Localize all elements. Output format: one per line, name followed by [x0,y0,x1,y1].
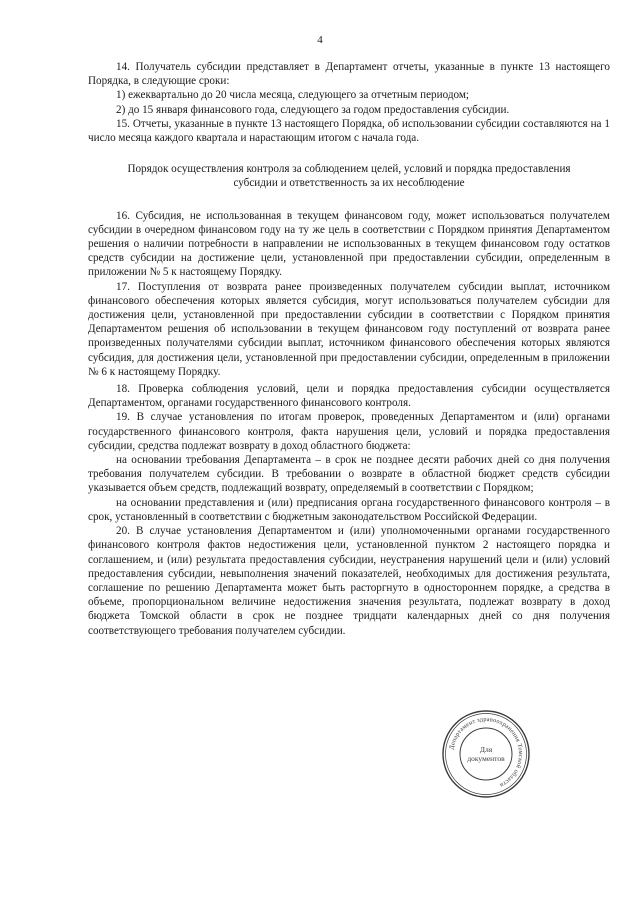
list-item-2: 2) до 15 января финансового года, следующего за годом предоставления субсидии. [116,103,510,116]
paragraph-20: 20. В случае установления Департаментом и (или) уполномоченными органами государственного финансового контроля фактов недостижения цели, установленной пунктом 2 настоящего порядка и соглашением, и (или) результата предоставления субсидии, неустранения нарушений цели и (или) условий предоставления субсидии, невыполнения значений показателей, необходимых для достижения результата, соглашение по решению Департамента может быть расторгнуто в одностороннем порядке, а средства в объеме, пропорциональном величине недостижения значения результата, подлежат возврату в доход бюджета Томской области в срок не позднее тридцати календарных дней со дня получения соответствующего требования получателем субсидии. [88,525,610,637]
paragraph-16: 16. Субсидия, не использованная в текущем финансовом году, может использоваться получателем субсидии в очередном финансовом году на ту же цель в соответствии с Порядком принятия Департаментом решения о наличии потребности в направлении не использованных в текущем финансовом году остатков средств субсидии на достижение цели, установленной при предоставлении субсидии, определенным в приложении № 5 к настоящему Порядку. [88,209,610,279]
page-number: 4 [317,34,323,46]
paragraph-15: 15. Отчеты, указанные в пункте 13 настоящего Порядка, об использовании субсидии составляются на 1 число месяца каждого квартала и нарастающим итогом с начала года. [88,117,610,145]
list-item-1: 1) ежеквартально до 20 числа месяца, следующего за отчетным периодом; [116,89,469,102]
paragraph-17: 17. Поступления от возврата ранее произведенных получателем субсидии выплат, источником финансового обеспечения которых является субсидия, могут использоваться получателем субсидии для достижения цели, установленной при предоставлении субсидии в соответствии с Порядком принятия Департаментом решения об использовании в текущем финансовом году поступлений от возврата ранее произведенных получателями субсидии выплат, источником финансового обеспечения которых являются субсидия, для достижения цели, установленной при предоставлении субсидии, определенным в приложении № 6 к настоящему Порядку. [88,280,610,378]
section-heading: Порядок осуществления контроля за соблюдением целей, условий и порядка предоставления субсидии и ответственность за их несоблюдение [127,163,571,190]
paragraph-18: 18. Проверка соблюдения условий, цели и порядка предоставления субсидии осуществляется Департаментом, органами государственного финансового контроля. [88,383,610,410]
official-stamp [441,709,531,799]
stamp-center-line1: Для [479,745,493,754]
stamp-ring-text: Департамент здравоохранения Томской области [448,715,525,789]
paragraph-19: 19. В случае установления по итогам проверок, проведенных Департаментом и (или) органами государственного финансового контроля, факта нарушения цели, условий и порядка предоставления субсидии, средства подлежат возврату в доход областного бюджета: [88,411,610,452]
stamp-center-line2: документов [467,754,505,763]
paragraph-14: 14. Получатель субсидии представляет в Департамент отчеты, указанные в пункте 13 настоящего Порядка, в следующие сроки: [88,61,610,88]
paragraph-19-clause-2: на основании представления и (или) предписания органа государственного финансового контроля – в срок, установленный в соответствии с бюджетным законодательством Российской Федерации. [88,496,610,523]
document-body [88,60,610,638]
paragraph-19-clause-1: на основании требования Департамента – в срок не позднее десяти рабочих дней со дня получения требования получателем субсидии. В требовании о возврате в областной бюджет средств субсидии указывается объем средств, подлежащий возврату, определяемый в соответствии с Порядком; [88,454,610,495]
